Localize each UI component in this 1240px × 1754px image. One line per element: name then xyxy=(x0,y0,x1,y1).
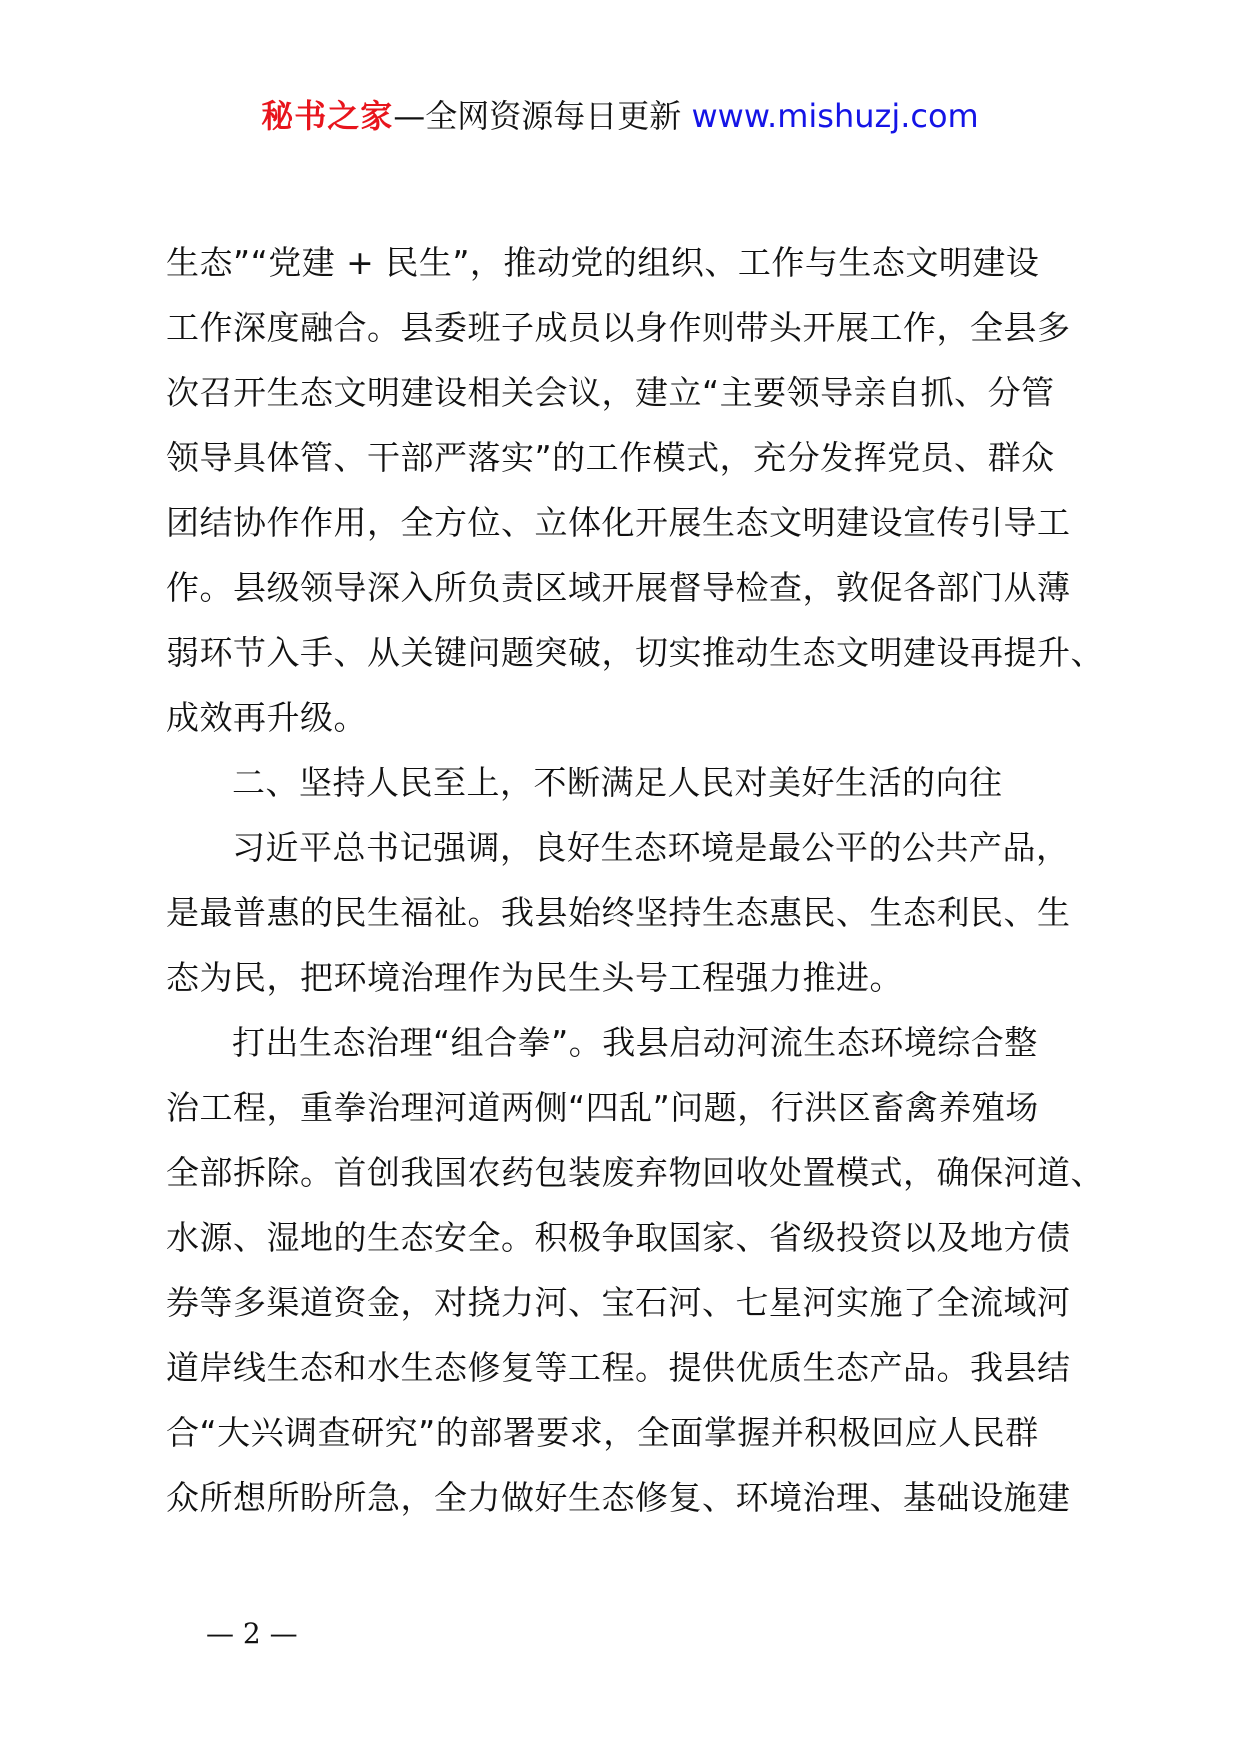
brand-name: 秘书之家 xyxy=(261,97,394,135)
section-heading: 二、坚持人民至上，不断满足人民对美好生活的向往 xyxy=(232,763,1003,802)
page-number: — 2 — xyxy=(206,1617,298,1650)
document-body xyxy=(166,230,1106,1530)
site-header xyxy=(0,96,1240,136)
text-line: 合“大兴调查研究”的部署要求，全面掌握并积极回应人民群 xyxy=(166,1413,1039,1452)
text-line: 成效再升级。 xyxy=(166,698,367,737)
header-tagline: —全网资源每日更新 xyxy=(393,97,692,135)
header-url[interactable]: www.mishuzj.com xyxy=(691,97,979,135)
text-line: 水源、湿地的生态安全。积极争取国家、省级投资以及地方债 xyxy=(166,1218,1071,1257)
text-line: 生态”“党建 + 民生”，推动党的组织、工作与生态文明建设 xyxy=(166,243,1040,282)
text-line: 道岸线生态和水生态修复等工程。提供优质生态产品。我县结 xyxy=(166,1348,1071,1387)
text-line: 众所想所盼所急，全力做好生态修复、环境治理、基础设施建 xyxy=(166,1478,1071,1517)
text-line: 工作深度融合。县委班子成员以身作则带头开展工作，全县多 xyxy=(166,308,1071,347)
text-line: 次召开生态文明建设相关会议，建立“主要领导亲自抓、分管 xyxy=(166,373,1055,412)
text-line: 领导具体管、干部严落实”的工作模式，充分发挥党员、群众 xyxy=(166,438,1055,477)
text-line: 治工程，重拳治理河道两侧“四乱”问题，行洪区畜禽养殖场 xyxy=(166,1088,1039,1127)
text-line: 券等多渠道资金，对挠力河、宝石河、七星河实施了全流域河 xyxy=(166,1283,1071,1322)
text-line: 全部拆除。首创我国农药包装废弃物回收处置模式，确保河道、 xyxy=(166,1153,1104,1192)
text-line: 是最普惠的民生福祉。我县始终坚持生态惠民、生态利民、生 xyxy=(166,893,1071,932)
text-line: 团结协作作用，全方位、立体化开展生态文明建设宣传引导工 xyxy=(166,503,1071,542)
paragraph-start-line: 习近平总书记强调，良好生态环境是最公平的公共产品， xyxy=(232,828,1070,867)
text-line: 作。县级领导深入所负责区域开展督导检查，敦促各部门从薄 xyxy=(166,568,1071,607)
text-line: 弱环节入手、从关键问题突破，切实推动生态文明建设再提升、 xyxy=(166,633,1104,672)
text-line: 态为民，把环境治理作为民生头号工程强力推进。 xyxy=(166,958,903,997)
paragraph-start-line: 打出生态治理“组合拳”。我县启动河流生态环境综合整 xyxy=(232,1023,1038,1062)
